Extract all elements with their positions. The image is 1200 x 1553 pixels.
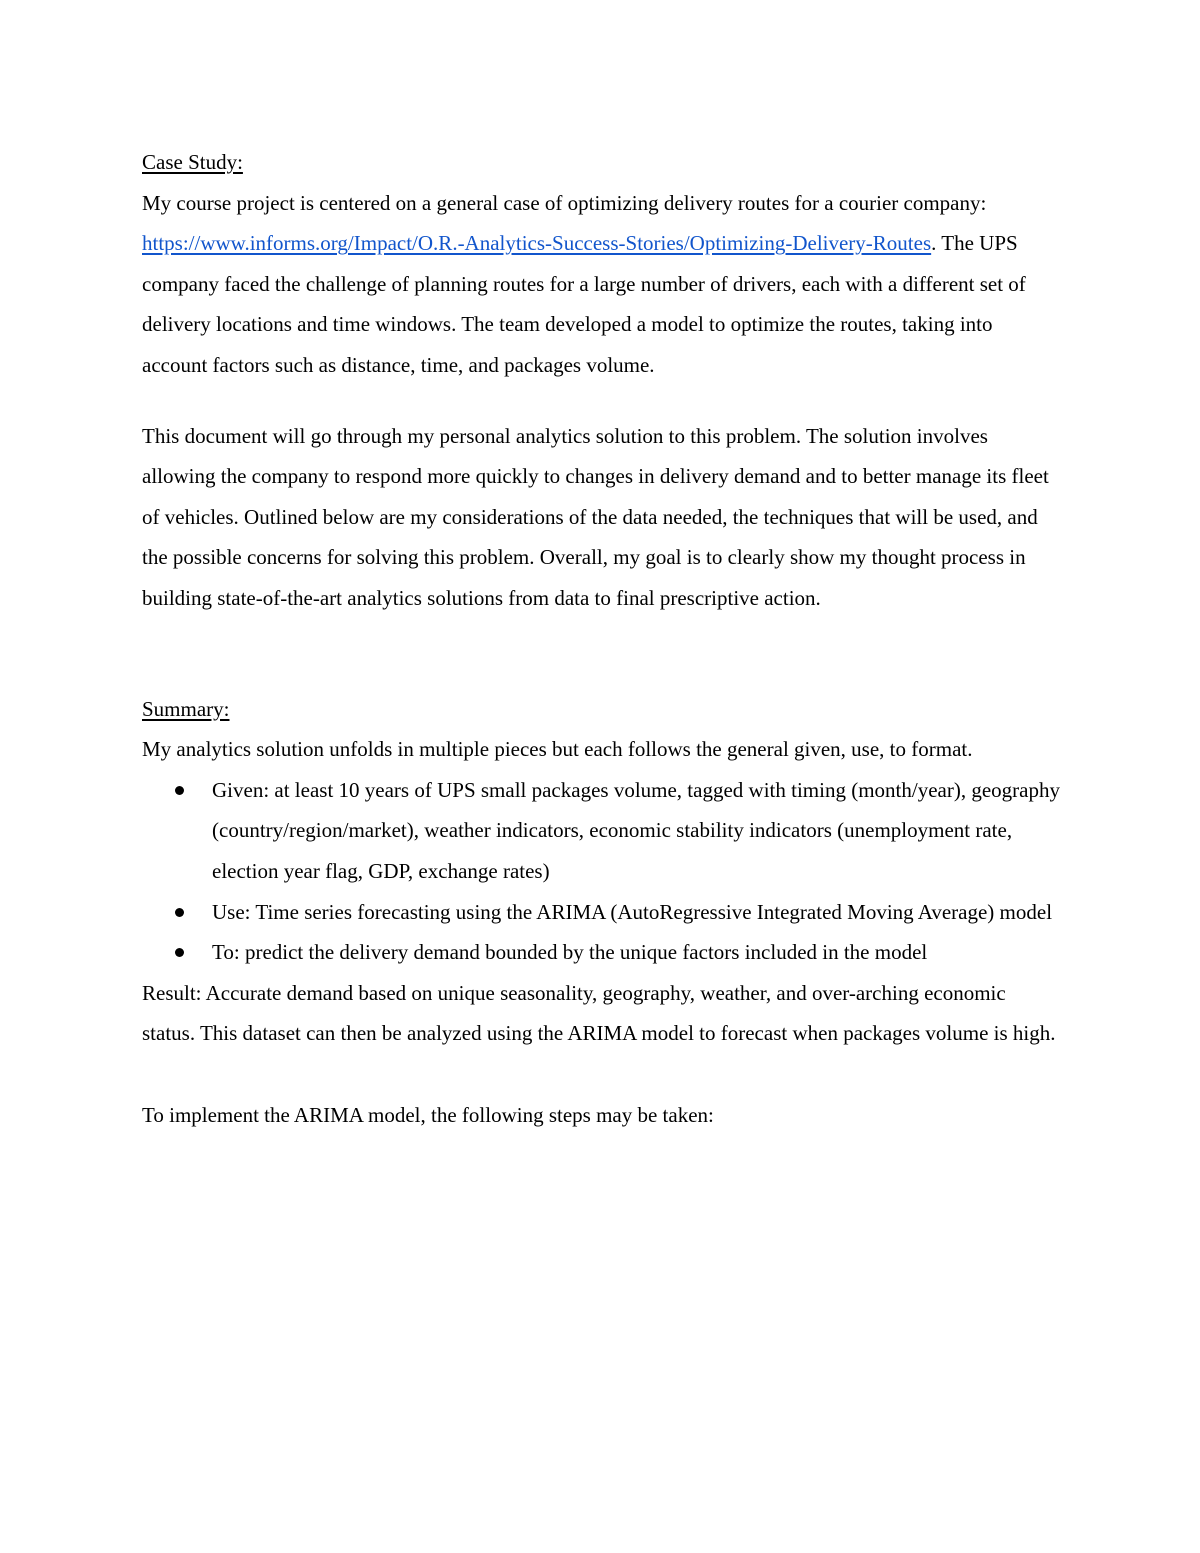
bullet-dot-icon: [175, 786, 184, 795]
document-body: [142, 142, 1062, 1135]
bullet-given: [142, 770, 1062, 892]
bullet-use-text: Use: Time series forecasting using the ARIMA (AutoRegressive Integrated Moving Average) model: [212, 899, 1053, 924]
bullet-to: [142, 932, 1062, 973]
bullet-dot-icon: [175, 908, 184, 917]
summary-heading: Summary:: [142, 696, 230, 721]
summary-intro: My analytics solution unfolds in multiple pieces but each follows the general given, use, to format.: [142, 737, 973, 762]
case-study-paragraph-2: This document will go through my personal analytics solution to this problem. The solution involves allowing the company to respond more quickly to changes in delivery demand and to better manage its fleet of vehicles. Outlined below are my considerations of the data needed, the techniques that will be used, and the possible concerns for solving this problem. Overall, my goal is to clearly show my thought process in building state-of-the-art analytics solutions from data to final prescriptive action.: [142, 423, 1049, 610]
summary-bullet-list: [142, 770, 1062, 973]
case-study-heading: Case Study:: [142, 150, 243, 174]
informs-article-link[interactable]: https://www.informs.org/Impact/O.R.-Analytics-Success-Stories/Optimizing-Delivery-Routes: [142, 231, 932, 256]
case-study-intro-text: My course project is centered on a general case of optimizing delivery routes for a courier company:: [142, 190, 987, 215]
case-study-description-text: . The UPS company faced the challenge of planning routes for a large number of drivers, each with a different set of delivery locations and time windows. The team developed a model to optimize the routes, taking into account factors such as distance, time, and packages volume.: [142, 231, 1026, 377]
bullet-given-text: Given: at least 10 years of UPS small packages volume, tagged with timing (month/year), geography (country/region/market), weather indicators, economic stability indicators (unemployment rate, election year flag, GDP, exchange rates): [212, 777, 1060, 883]
bullet-dot-icon: [175, 948, 184, 957]
case-study-paragraph-1: [142, 183, 1062, 386]
summary-result: Result: Accurate demand based on unique seasonality, geography, weather, and over-arching economic status. This dataset can then be analyzed using the ARIMA model to forecast when packages volume is high.: [142, 980, 1056, 1046]
bullet-use: [142, 892, 1062, 933]
implementation-intro: To implement the ARIMA model, the following steps may be taken:: [142, 1102, 714, 1127]
bullet-to-text: To: predict the delivery demand bounded by the unique factors included in the model: [212, 940, 928, 965]
